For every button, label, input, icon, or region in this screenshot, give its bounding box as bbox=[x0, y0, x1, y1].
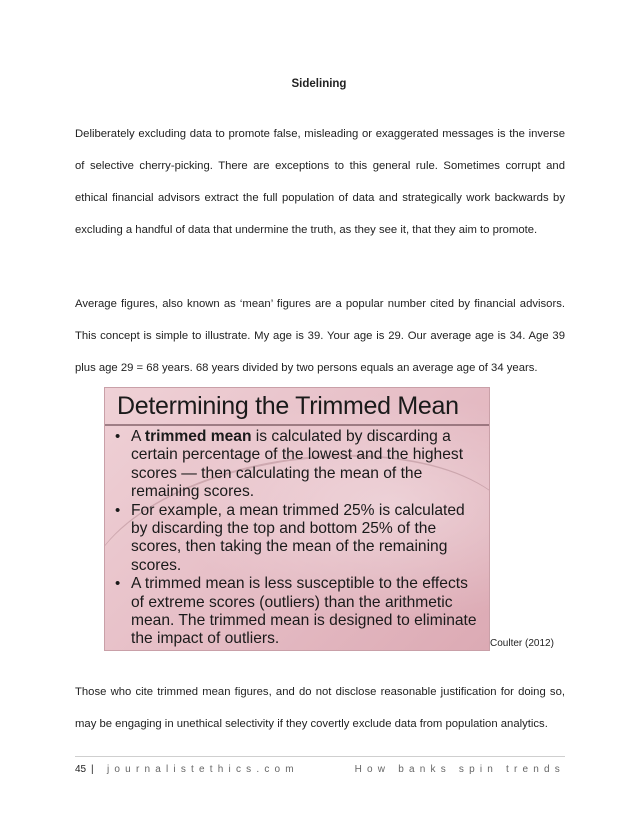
footer-separator: | bbox=[91, 764, 94, 775]
paragraph-line: plus age 29 = 68 years. 68 years divided by two persons equals an average age of 34 years. bbox=[75, 362, 538, 374]
figure-bullet-item bbox=[115, 428, 481, 502]
bullet-dot-icon: • bbox=[115, 428, 121, 445]
paragraph-line: Deliberately excluding data to promote false, misleading or exaggerated messages is the inverse bbox=[75, 128, 565, 140]
figure-bullet-text: A trimmed mean is less susceptible to the effects of extreme scores (outliers) than the arithmetic mean. The trimmed mean is designed to eliminate the impact of outliers. bbox=[131, 575, 477, 648]
figure-bullet-text: A trimmed mean is calculated by discarding a certain percentage of the lowest and the highest scores — then calculating the mean of the remaining scores. bbox=[131, 428, 464, 501]
page-number: 45 bbox=[75, 764, 87, 775]
figure-bullet-list bbox=[115, 428, 481, 649]
paragraph-line: Average figures, also known as ‘mean’ figures are a popular number cited by financial advisors. bbox=[75, 298, 565, 310]
paragraph-line: ethical financial advisors extract the full population of data and strategically work backwards by bbox=[75, 192, 565, 204]
figure-heading: Determining the Trimmed Mean bbox=[117, 392, 459, 420]
bullet-dot-icon: • bbox=[115, 575, 121, 593]
figure-bullet-item bbox=[115, 502, 481, 576]
footer-site: journalistethics.com bbox=[107, 764, 299, 775]
section-title: Sidelining bbox=[291, 78, 347, 90]
paragraph-sidelining-intro bbox=[75, 118, 565, 246]
footer-running-head: How banks spin trends bbox=[354, 764, 565, 775]
bullet-dot-icon: • bbox=[115, 501, 121, 519]
paragraph-line: excluding a handful of data that undermine the truth, as they see it, that they aim to promote. bbox=[75, 224, 538, 236]
figure-divider bbox=[105, 424, 489, 426]
footer-divider bbox=[75, 756, 565, 757]
paragraph-line: of selective cherry-picking. There are exceptions to this general rule. Sometimes corrupt and bbox=[75, 160, 565, 172]
figure-bullet-item bbox=[115, 575, 481, 649]
paragraph-average-figures bbox=[75, 288, 565, 384]
figure-bullet-text: For example, a mean trimmed 25% is calculated by discarding the top and bottom 25% of the scores, then taking the mean of the remaining scores. bbox=[131, 501, 465, 574]
paragraph-line: may be engaging in unethical selectivity if they covertly exclude data from population analytics. bbox=[75, 718, 548, 730]
figure-caption: Coulter (2012) bbox=[490, 638, 554, 649]
paragraph-line: This concept is simple to illustrate. My age is 39. Your age is 29. Our average age is 34. Age 39 bbox=[75, 330, 565, 342]
trimmed-mean-figure bbox=[104, 387, 490, 651]
paragraph-trimmed-mean-ethics bbox=[75, 676, 565, 740]
paragraph-line: Those who cite trimmed mean figures, and do not disclose reasonable justification for doing so, bbox=[75, 686, 565, 698]
